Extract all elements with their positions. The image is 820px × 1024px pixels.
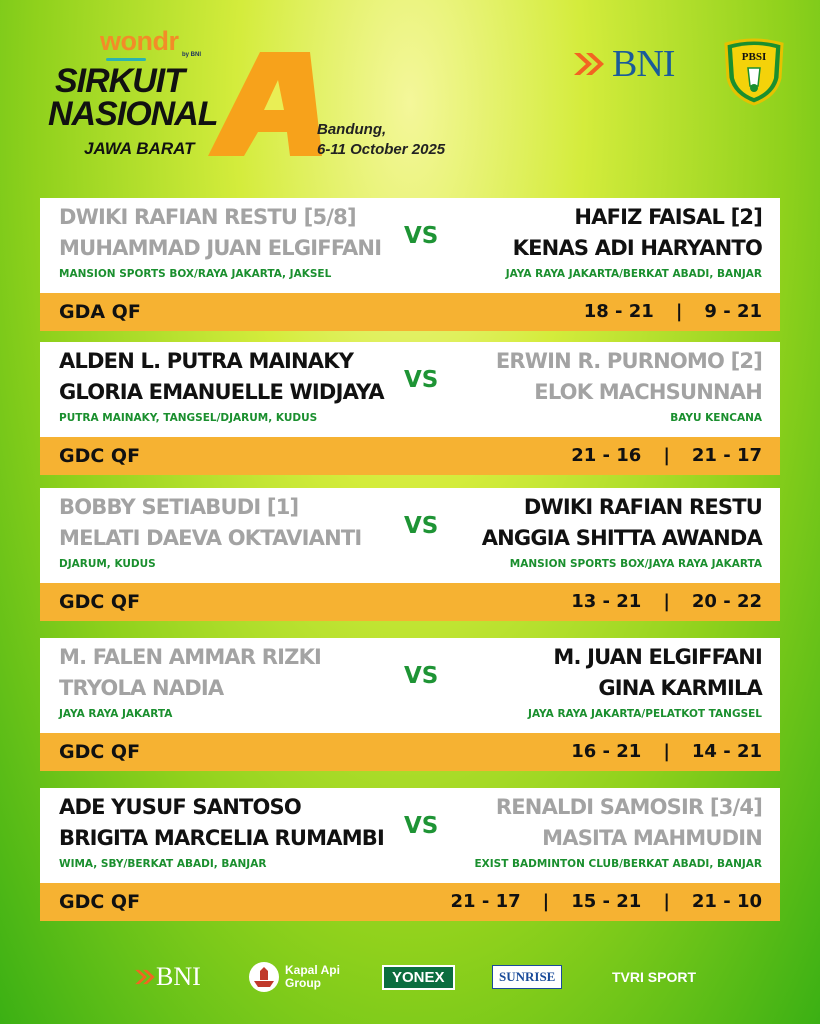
left-player-1: ALDEN L. PUTRA MAINAKY	[59, 349, 354, 373]
wondr-logo-sub: by BNI	[182, 52, 202, 58]
match-players-panel	[40, 638, 780, 733]
vs-label: VS	[404, 513, 439, 539]
sponsor-kapal-api	[248, 960, 340, 994]
game-score: 9 - 21	[704, 301, 762, 322]
event-location: Bandung,	[317, 121, 387, 138]
game-score: 20 - 22	[691, 591, 762, 612]
match-players-panel	[40, 788, 780, 883]
match-card	[40, 198, 780, 336]
left-player-1: ADE YUSUF SANTOSO	[59, 795, 301, 819]
match-players-panel	[40, 198, 780, 293]
round-label: GDC QF	[59, 741, 141, 763]
round-label: GDC QF	[59, 445, 141, 467]
right-player-1: RENALDI SAMOSIR [3/4]	[495, 795, 762, 819]
pbsi-shield-icon	[722, 38, 786, 106]
kapal-api-ship-icon	[248, 961, 280, 993]
left-player-2: GLORIA EMANUELLE WIDJAYA	[59, 380, 384, 404]
left-player-2: TRYOLA NADIA	[59, 676, 224, 700]
event-region: JAWA BARAT	[84, 139, 195, 158]
game-scores	[571, 585, 762, 619]
left-club: JAYA RAYA JAKARTA	[59, 708, 173, 720]
game-score: 13 - 21	[571, 591, 642, 612]
game-score: 21 - 17	[450, 891, 521, 912]
sponsor-yonex-text: YONEX	[382, 965, 455, 990]
sponsor-sunrise	[492, 960, 562, 994]
sponsor-kapal-api-line2: Group	[285, 976, 321, 990]
game-score: 21 - 16	[571, 445, 642, 466]
sponsor-kapal-api-text	[285, 964, 340, 990]
right-player-2: MASITA MAHMUDIN	[542, 826, 762, 850]
left-club: PUTRA MAINAKY, TANGSEL/DJARUM, KUDUS	[59, 412, 318, 424]
score-separator: |	[663, 445, 670, 466]
vs-label: VS	[404, 663, 439, 689]
score-separator: |	[675, 301, 683, 322]
right-player-2: GINA KARMILA	[598, 676, 762, 700]
score-separator: |	[542, 891, 550, 912]
right-player-2: KENAS ADI HARYANTO	[512, 236, 762, 260]
wondr-logo-bar	[106, 58, 146, 61]
vs-label: VS	[404, 813, 439, 839]
left-player-1: BOBBY SETIABUDI [1]	[59, 495, 299, 519]
sponsor-strip	[0, 960, 820, 994]
wondr-logo-text: wondr	[100, 26, 179, 56]
round-label: GDC QF	[59, 591, 141, 613]
game-score: 16 - 21	[571, 741, 642, 762]
event-info	[317, 120, 445, 160]
game-score: 21 - 10	[691, 891, 762, 912]
sponsor-sunrise-text: SUNRISE	[492, 965, 562, 989]
bni-mark-icon	[134, 966, 156, 988]
sponsor-tvri-text: TVRI SPORT	[612, 969, 697, 985]
sponsor-yonex	[382, 960, 455, 994]
game-score: 14 - 21	[691, 741, 762, 762]
sponsor-tvri	[612, 960, 696, 994]
score-separator: |	[663, 741, 670, 762]
right-player-1: ERWIN R. PURNOMO [2]	[495, 349, 762, 373]
left-club: WIMA, SBY/BERKAT ABADI, BANJAR	[59, 858, 267, 870]
game-score: 18 - 21	[583, 301, 654, 322]
game-score: 15 - 21	[571, 891, 642, 912]
game-score: 21 - 17	[691, 445, 762, 466]
right-player-1: M. JUAN ELGIFFANI	[553, 645, 762, 669]
match-players-panel	[40, 488, 780, 583]
left-player-1: M. FALEN AMMAR RIZKI	[59, 645, 322, 669]
bni-logo	[572, 45, 674, 83]
pbsi-logo-text: PBSI	[741, 51, 767, 63]
match-card	[40, 638, 780, 776]
round-label: GDA QF	[59, 301, 141, 323]
right-club: JAYA RAYA JAKARTA/PELATKOT TANGSEL	[528, 708, 762, 720]
left-club: DJARUM, KUDUS	[59, 558, 156, 570]
match-card	[40, 488, 780, 626]
right-club: MANSION SPORTS BOX/JAYA RAYA JAKARTA	[509, 558, 762, 570]
left-player-2: MUHAMMAD JUAN ELGIFFANI	[59, 236, 382, 260]
event-dates: 6-11 October 2025	[317, 141, 446, 158]
score-separator: |	[663, 591, 670, 612]
vs-label: VS	[404, 223, 439, 249]
match-card	[40, 788, 780, 926]
big-a-logo	[200, 50, 325, 160]
right-player-2: ANGGIA SHITTA AWANDA	[481, 526, 762, 550]
sponsor-bni-text: BNI	[156, 962, 201, 991]
bni-mark-icon	[572, 47, 606, 81]
score-separator: |	[663, 891, 670, 912]
left-player-1: DWIKI RAFIAN RESTU [5/8]	[59, 205, 356, 229]
right-club: EXIST BADMINTON CLUB/BERKAT ABADI, BANJAR	[474, 858, 762, 870]
event-title-line2: NASIONAL	[48, 95, 218, 133]
game-scores	[451, 885, 762, 919]
game-scores	[584, 295, 762, 329]
right-player-1: DWIKI RAFIAN RESTU	[523, 495, 762, 519]
vs-label: VS	[404, 367, 439, 393]
sponsor-kapal-api-line1: Kapal Api	[285, 963, 340, 977]
match-players-panel	[40, 342, 780, 437]
left-player-2: BRIGITA MARCELIA RUMAMBI	[59, 826, 385, 850]
event-title-line1: SIRKUIT	[55, 62, 184, 100]
right-player-1: HAFIZ FAISAL [2]	[574, 205, 762, 229]
bni-logo-text: BNI	[612, 43, 675, 85]
match-card	[40, 342, 780, 480]
left-club: MANSION SPORTS BOX/RAYA JAKARTA, JAKSEL	[59, 268, 332, 280]
right-club: JAYA RAYA JAKARTA/BERKAT ABADI, BANJAR	[505, 268, 762, 280]
right-player-2: ELOK MACHSUNNAH	[534, 380, 762, 404]
right-club: BAYU KENCANA	[670, 412, 762, 424]
game-scores	[571, 735, 762, 769]
left-player-2: MELATI DAEVA OKTAVIANTI	[59, 526, 362, 550]
game-scores	[571, 439, 762, 473]
sponsor-bni	[134, 960, 201, 994]
round-label: GDC QF	[59, 891, 141, 913]
